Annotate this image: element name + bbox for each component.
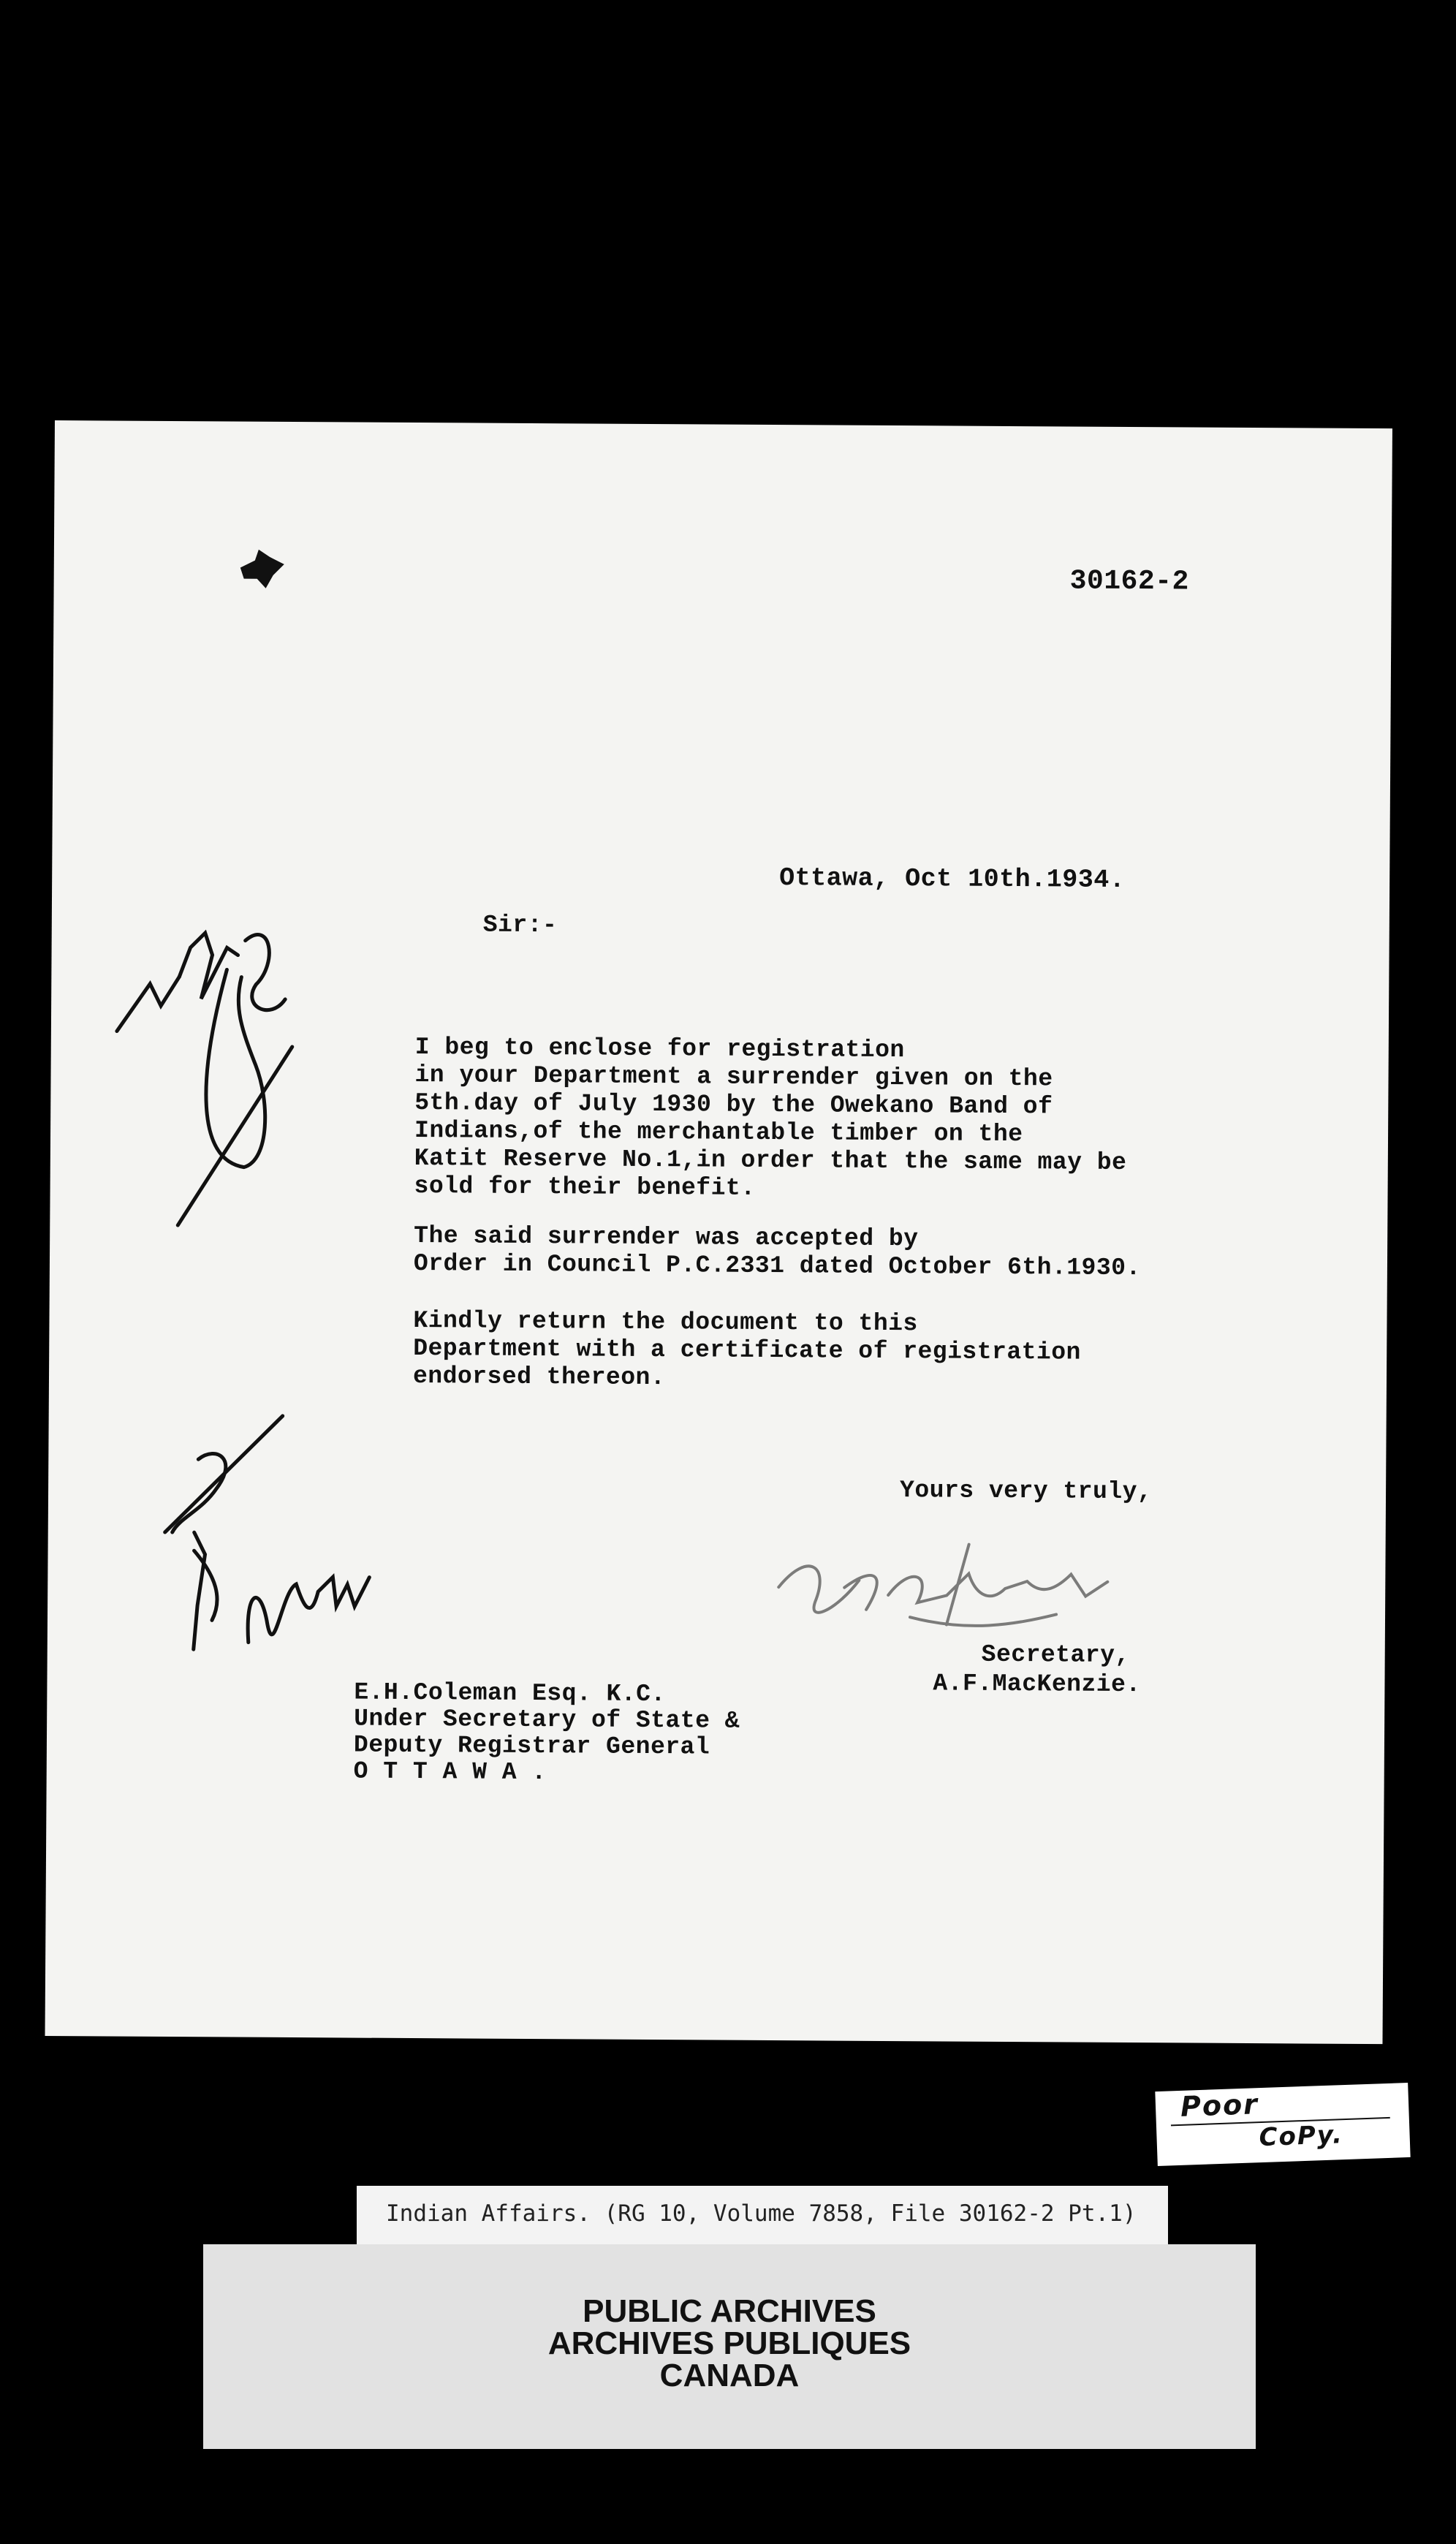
poor-copy-label (1155, 2083, 1410, 2166)
archive-name-french: ARCHIVES PUBLIQUES (547, 2325, 911, 2361)
stamp-notch-left (203, 2186, 357, 2244)
signatory-name: A.F.MacKenzie. (933, 1670, 1141, 1699)
poor-copy-label-line1: Poor (1180, 2088, 1259, 2123)
archive-reference: Indian Affairs. (RG 10, Volume 7858, File 30162-2 Pt.1) (386, 2200, 1137, 2227)
salutation: Sir:- (482, 911, 558, 939)
letter-page (45, 420, 1392, 2044)
body-paragraph-3: Kindly return the document to this Department with a certificate of registration endorsed thereon. (412, 1307, 1082, 1392)
stamp-notch-right (1168, 2186, 1256, 2244)
closing: Yours very truly, (899, 1477, 1153, 1506)
ink-blot-mark (237, 546, 288, 590)
poor-copy-label-line2: CoPy. (1258, 2120, 1344, 2153)
body-paragraph-1: I beg to enclose for registration in your Department a surrender given on the 5th.day of July 1930 by the Owekano Band of Indians,of the merchantable timber on the Katit Reserve No.1,in order that the same may be sold for their benefit. (414, 1034, 1127, 1202)
archive-stamp (203, 2186, 1256, 2449)
addressee-block: E.H.Coleman Esq. K.C. Under Secretary of State & Deputy Registrar General O T T A W A . (353, 1678, 740, 1787)
letter-date: Ottawa, Oct 10th.1934. (779, 863, 1126, 895)
file-number: 30162-2 (1069, 565, 1189, 598)
body-paragraph-2: The said surrender was accepted by Order in Council P.C.2331 dated October 6th.1930. (413, 1222, 1141, 1282)
archive-name-english: PUBLIC ARCHIVES (583, 2293, 876, 2329)
signatory-title: Secretary, (981, 1640, 1130, 1670)
initials-mark-lower (164, 1415, 371, 1651)
secretary-signature (778, 1543, 1108, 1627)
initials-mark-upper (115, 933, 292, 1226)
archive-country: CANADA (659, 2358, 800, 2393)
